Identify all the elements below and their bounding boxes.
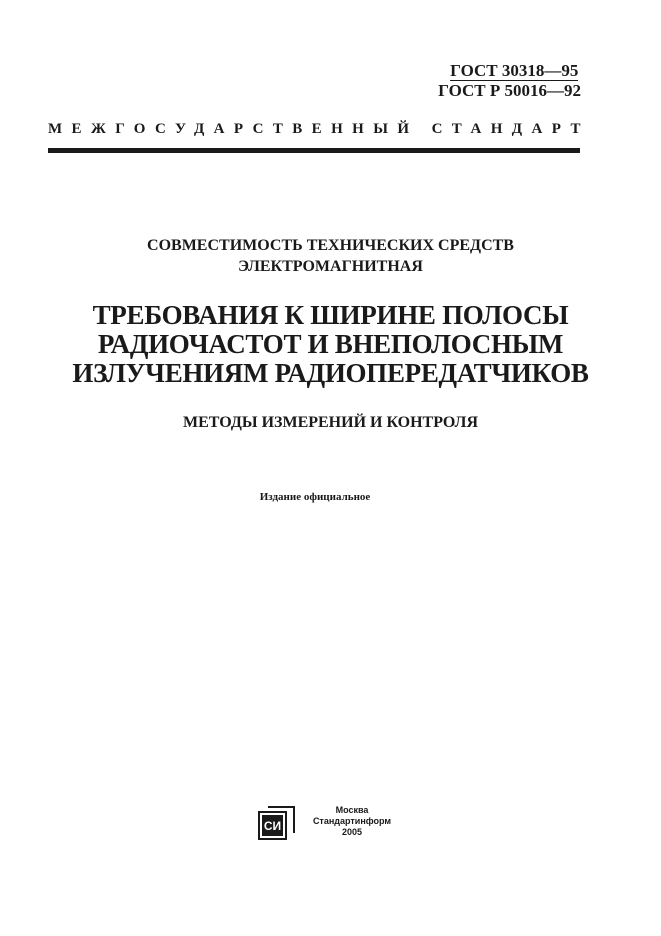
publisher-block	[258, 805, 408, 845]
publisher-logo	[258, 805, 296, 841]
gost-code-secondary: ГОСТ Р 50016—92	[438, 81, 581, 100]
gost-code-primary: ГОСТ 30318—95	[450, 61, 579, 80]
standard-title	[0, 301, 661, 388]
title-line: ИЗЛУЧЕНИЯМ РАДИОПЕРЕДАТЧИКОВ	[72, 358, 589, 388]
edition-note: Издание официальное	[259, 491, 371, 503]
methods-subtitle: МЕТОДЫ ИЗМЕРЕНИЙ И КОНТРОЛЯ	[182, 414, 479, 431]
standard-type-heading: МЕЖГОСУДАРСТВЕННЫЙ СТАНДАРТ	[48, 121, 590, 137]
subtitle-line: СОВМЕСТИМОСТЬ ТЕХНИЧЕСКИХ СРЕДСТВ	[147, 237, 514, 254]
standard-subtitle	[0, 235, 661, 277]
gost-codes	[438, 62, 581, 99]
publisher-name: Стандартинформ	[312, 816, 392, 826]
publisher-text	[306, 805, 398, 838]
subtitle-line: ЭЛЕКТРОМАГНИТНАЯ	[238, 258, 423, 275]
publisher-city: Москва	[335, 805, 369, 815]
title-line: ТРЕБОВАНИЯ К ШИРИНЕ ПОЛОСЫ	[92, 300, 569, 330]
title-line: РАДИОЧАСТОТ И ВНЕПОЛОСНЫМ	[97, 329, 564, 359]
publisher-logo-text: СИ	[263, 819, 282, 833]
header-divider	[48, 148, 580, 153]
publisher-year: 2005	[341, 827, 363, 837]
